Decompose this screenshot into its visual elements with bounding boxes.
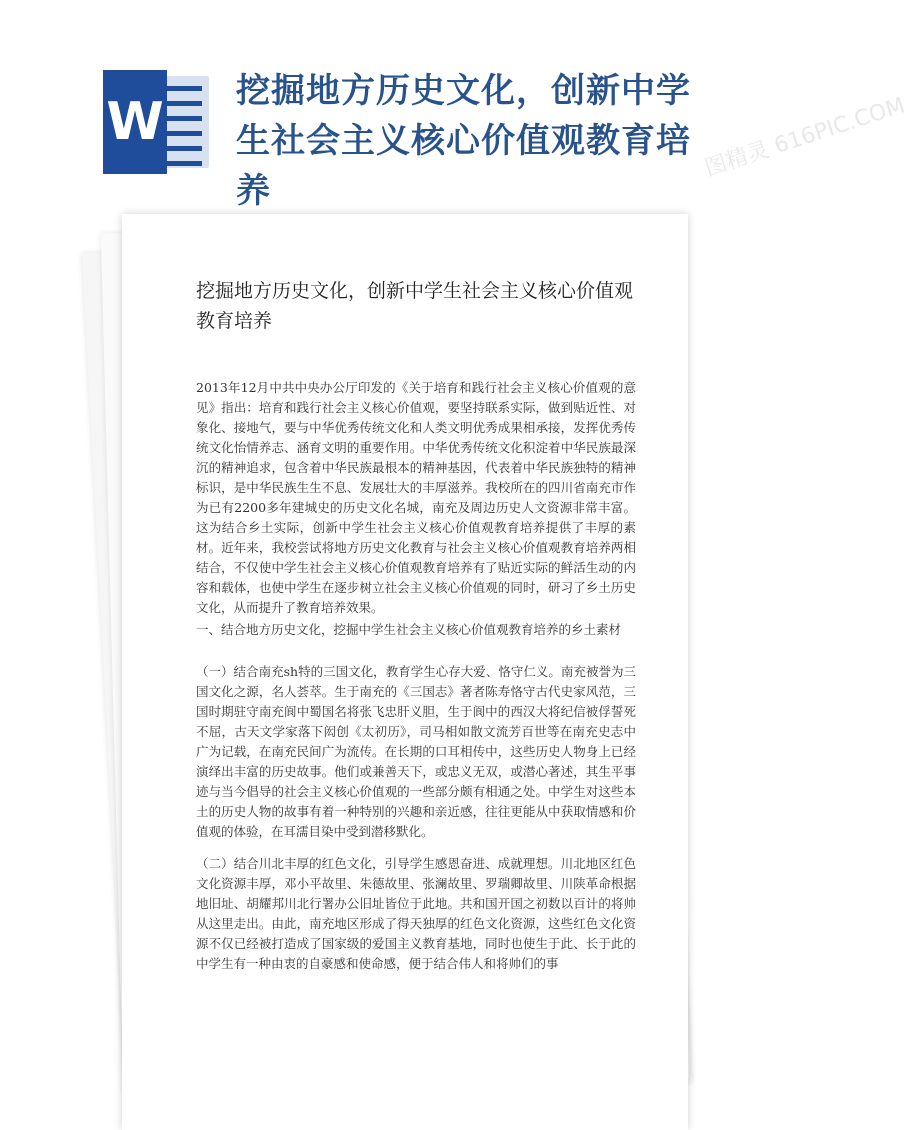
paragraph-red-culture: （二）结合川北丰厚的红色文化，引导学生感恩奋进、成就理想。川北地区红色文化资源丰厚，邓小平故里、朱德故里、张澜故里、罗瑞卿故里、川陕革命根据地旧址、胡耀邦川北行署办公旧址皆位于此地。共和国开国之初数以百计的将帅从这里走出。由此，南充地区形成了得天独厚的红色文化资源，这些红色文化资源不仅已经被打造成了国家级的爱国主义教育基地，同时也使生于此、长于此的中学生有一种由衷的自豪感和使命感，便于结合伟人和将帅们的事 [196,856,636,971]
document-title: 挖掘地方历史文化，创新中学生社会主义核心价值观教育培养 [196,280,634,332]
header-banner [0,0,800,211]
word-document-icon [103,66,213,178]
banner-title: 挖掘地方历史文化，创新中学生社会主义核心价值观教育培养 [236,71,691,211]
word-logo-badge: W [103,70,167,174]
paragraph-three-kingdoms: （一）结合南充sh特的三国文化，教育学生心存大爱、恪守仁义。南充被誉为三国文化之源，名人荟萃。生于南充的《三国志》著者陈寿恪守古代史家风范，三国时期驻守南充阆中蜀国名将张飞忠肝义胆，生于阆中的西汉大将纪信被俘誓死不屈，古天文学家落下闳创《太初历》，司马相如散文流芳百世等在南充史志中广为记载，在南充民间广为流传。在长期的口耳相传中，这些历史人物身上已经演绎出丰富的历史故事。他们或兼善天下，或忠义无双，或潜心著述，其生平事迹与当今倡导的社会主义核心价值观的一些部分颇有相通之处。中学生对这些本土的历史人物的故事有着一种特别的兴趣和亲近感，往往更能从中获取情感和价值观的体验，在耳濡目染中受到潜移默化。 [196,664,636,839]
paragraph-intro: 2013年12月中共中央办公厅印发的《关于培育和践行社会主义核心价值观的意见》指出：培育和践行社会主义核心价值观，要坚持联系实际，做到贴近性、对象化、接地气，要与中华优秀传统文化和人类文明优秀成果相承接，发挥优秀传统文化怡情养志、涵育文明的重要作用。中华优秀传统文化积淀着中华民族最深沉的精神追求，包含着中华民族最根本的精神基因，代表着中华民族独特的精神标识，是中华民族生生不息、发展壮大的丰厚滋养。我校所在的四川省南充市作为已有2200多年建城史的历史文化名城，南充及周边历史人文资源非常丰富。这为结合乡土实际，创新中学生社会主义核心价值观教育培养提供了丰厚的素材。近年来，我校尝试将地方历史文化教育与社会主义核心价值观教育培养两相结合，不仅使中学生社会主义核心价值观教育培养有了贴近实际的鲜活生动的内容和载体，也使中学生在逐步树立社会主义核心价值观的同时，研习了乡土历史文化，从而提升了教育培养效果。 [196,380,636,615]
document-page [122,214,688,1130]
section-heading: 一、结合地方历史文化，挖掘中学生社会主义核心价值观教育培养的乡土素材 [196,622,622,637]
watermark: 图精灵 616PIC.COM [701,93,908,182]
